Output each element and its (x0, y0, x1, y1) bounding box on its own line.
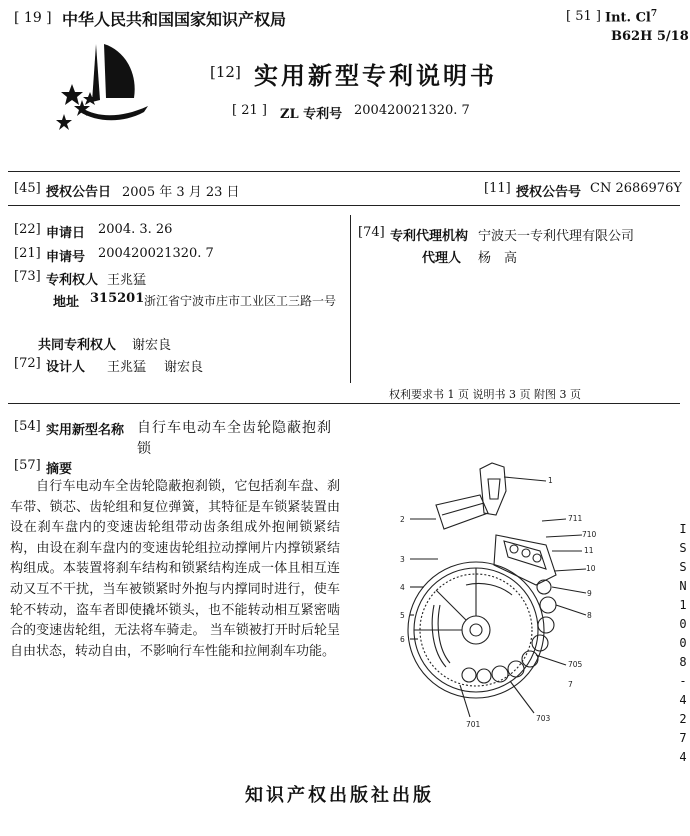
doc-type-title: 实用新型专利说明书 (254, 61, 497, 90)
code-74: [74] (358, 225, 385, 240)
office-name: 中华人民共和国国家知识产权局 (62, 10, 287, 29)
agent-label: 代理人 (422, 251, 462, 266)
grant-date-label: 授权公告日 (46, 185, 112, 200)
grant-no: CN 2686976Y (590, 181, 682, 196)
ipc-code: B62H 5/18 (611, 29, 689, 44)
int-cl (605, 9, 657, 25)
fig-label-4: 4 (400, 583, 405, 592)
divider-top (8, 171, 680, 172)
designer-1: 王兆猛 (107, 360, 147, 375)
address-zip: 315201 (90, 291, 145, 306)
code-12: [12] (210, 63, 241, 81)
agency: 宁波天一专利代理有限公司 (478, 229, 635, 244)
zl-number: 200420021320. 7 (354, 103, 470, 118)
int-cl-label: Int. Cl (605, 10, 651, 26)
fig-label-6: 6 (400, 635, 405, 644)
abstract-text: 自行车电动车全齿轮隐蔽抱刹锁，它包括刹车盘、刹车带、锁芯、齿轮组和复位弹簧，其特征是车锁紧装置由设在刹车盘内的变速齿轮组带动齿条组成外抱闸锁紧结构，由设在刹车盘内的变速齿轮组拉动撑闸片内撑锁紧结构组成。本装置将刹车结构和锁紧结构连成一体且相互连动又互不干扰，当车被锁紧时外抱与内撑同时进行，使车轮不转动，盗车者即使撬坏锁头，也不能转动相互紧密啮合的变速齿轮组，无法将车骑走。 当车锁被打开时后轮呈自由状态，转动自由，不影响行车性能和拉闸刹车功能。 (10, 479, 340, 659)
fig-label-9: 9 (587, 589, 592, 598)
patent-figure (396, 455, 596, 735)
code-11: [11] (484, 181, 511, 196)
owner-label: 专利权人 (46, 273, 99, 288)
page-counts: 权利要求书 1 页 说明书 3 页 附图 3 页 (389, 388, 581, 401)
code-45: [45] (14, 181, 41, 196)
coowner: 谢宏良 (132, 338, 172, 353)
address: 浙江省宁波市庄市工业区工三路一号 (144, 294, 337, 308)
fig-label-7: 7 (568, 680, 573, 689)
code-21: [21] (14, 246, 41, 261)
fig-label-3: 3 (400, 555, 405, 564)
title-label: 实用新型名称 (46, 423, 125, 438)
designer-label: 设计人 (46, 360, 86, 375)
column-divider (350, 215, 351, 383)
code-22: [22] (14, 222, 41, 237)
code-51: [ 51 ] (566, 9, 601, 24)
fig-label-711: 711 (568, 514, 583, 523)
code-54: [54] (14, 419, 41, 434)
divider-pub (8, 205, 680, 206)
app-date: 2004. 3. 26 (98, 222, 173, 237)
title-line-2: 锁 (137, 441, 151, 457)
code-21-header: [ 21 ] (232, 103, 267, 118)
fig-label-710: 710 (582, 530, 596, 539)
fig-label-1: 1 (548, 476, 553, 485)
fig-label-10: 10 (586, 564, 596, 573)
grant-date: 2005 年 3 月 23 日 (122, 185, 240, 200)
agent: 杨 高 (478, 251, 518, 266)
fig-label-705: 705 (568, 660, 583, 669)
designer-2: 谢宏良 (164, 360, 204, 375)
fig-label-8: 8 (587, 611, 592, 620)
address-label: 地址 (53, 295, 80, 310)
zl-label: ZL 专利号 (280, 107, 343, 122)
coowner-label: 共同专利权人 (38, 338, 117, 353)
app-date-label: 申请日 (46, 226, 86, 241)
divider-biblio (8, 403, 680, 404)
publisher: 知识产权出版社出版 (245, 785, 434, 806)
fig-label-703: 703 (536, 714, 551, 723)
sipo-logo (52, 40, 162, 132)
fig-label-5: 5 (400, 611, 405, 620)
owner: 王兆猛 (107, 273, 147, 288)
title-line-1: 自行车电动车全齿轮隐蔽抱刹 (137, 420, 332, 436)
issn-vertical: ISSN1008-4274 (679, 522, 687, 764)
code-72: [72] (14, 356, 41, 371)
fig-label-2: 2 (400, 515, 405, 524)
grant-no-label: 授权公告号 (516, 185, 582, 200)
app-no-label: 申请号 (46, 250, 86, 265)
int-cl-sup: 7 (650, 9, 658, 19)
fig-label-701: 701 (466, 720, 481, 729)
code-73: [73] (14, 269, 41, 284)
fig-label-11: 11 (584, 546, 594, 555)
code-19: [ 19 ] (14, 10, 52, 26)
app-no: 200420021320. 7 (98, 246, 214, 261)
abstract-label: 摘要 (46, 462, 73, 477)
code-57: [57] (14, 458, 41, 473)
agency-label: 专利代理机构 (390, 229, 469, 244)
